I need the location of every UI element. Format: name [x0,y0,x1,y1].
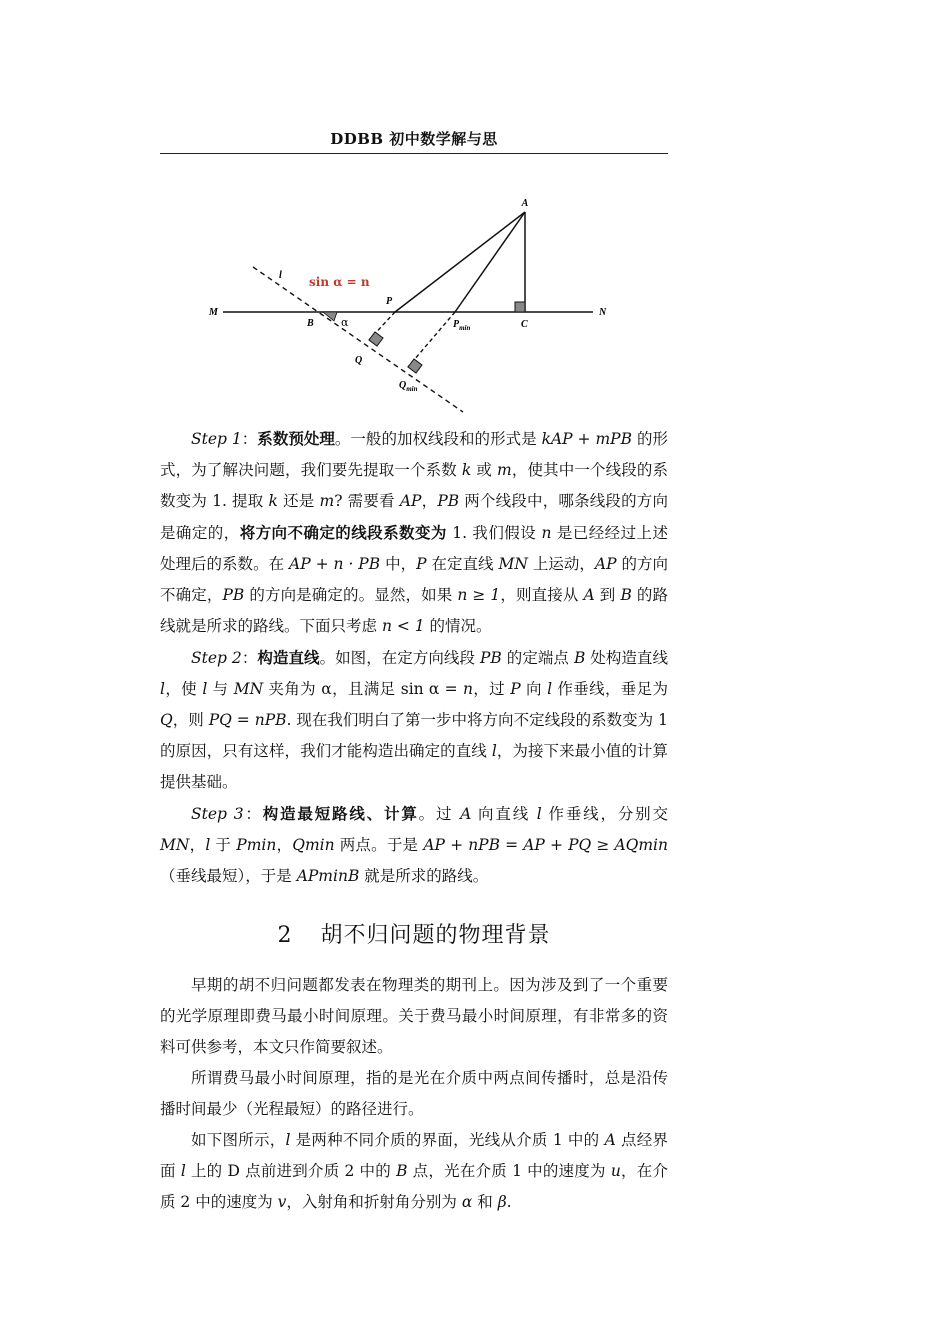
math: v [277,1193,287,1211]
section-heading [160,918,668,949]
segment-apmin [455,212,525,312]
label-pmin-main: P [453,319,460,330]
text-run: 的情况。 [424,617,492,635]
text-run: 与 [207,680,234,698]
text-run: 的路线就是所求的路线。下面只考虑 [160,586,668,635]
math: Pmin [236,836,277,854]
label-pmin [453,319,470,332]
text-run: ，在介质 2 中的速度为 [160,1162,668,1211]
text-run: ，则直接从 [500,586,584,604]
text-run: 两点。于是 [334,836,424,854]
math: l [202,680,208,698]
label-q: Q [355,355,363,366]
text-run: 上运动， [527,555,595,573]
math: B [573,649,586,667]
math: B [396,1162,408,1180]
text-run: 在定直线 [426,555,499,573]
math: P [510,680,521,698]
geometry-figure [195,192,695,420]
text-run: 如下图所示， [191,1131,286,1149]
math: A [460,805,472,823]
math: PB [222,586,245,604]
text-run: 中， [380,555,417,573]
math: n < 1 [381,617,425,635]
step2-title: 构造直线 [257,648,320,667]
text-run: ， [276,836,293,854]
math: Qmin [292,836,335,854]
label-formula: sin α = n [309,275,370,289]
math: m [319,492,335,510]
text-run: 处构造直线 [585,649,668,667]
text-run: 作垂线，垂足为 [552,680,668,698]
math: l [547,680,553,698]
emphasis: 将方向不确定的线段系数变为 [239,523,447,542]
math: l [491,742,497,760]
math: PQ = nPB [208,711,287,729]
math: l [285,1131,291,1149]
math: MN [160,836,190,854]
body-paragraph-3 [160,1125,668,1218]
math: A [583,586,595,604]
step3-label: Step 3 [191,805,244,823]
math: PB [437,492,460,510]
math: m [497,461,512,479]
text-run: 点，光在介质 1 中的速度为 [407,1162,611,1180]
text-run: （垂线最短），于是 [160,867,297,885]
label-qmin-main: Q [399,380,407,391]
text-run: 和 [472,1193,498,1211]
label-n: N [599,307,607,318]
body-paragraph-1: 早期的胡不归问题都发表在物理类的期刊上。因为涉及到了一个重要的光学原理即费马最小时间原理。关于费马最小时间原理，有非常多的资料可供参考，本文只作简要叙述。 [160,976,668,1056]
text-run: 到 [594,586,621,604]
math: AP + nPB = AP + PQ ≥ AQmin [423,836,669,854]
math: k [268,492,278,510]
text-run: 向 [520,680,548,698]
math: P [416,555,427,573]
text-run: 的形式，为了解决问题，我们要先提取一个系数 [160,430,668,479]
right-angle-qmin [408,359,422,373]
label-qmin [399,380,418,393]
right-angle-q [369,332,383,346]
text-run: ? 需要看 [334,492,400,510]
text-run: . 现在我们明白了第一步中将方向不定线段的系数变为 1 的原因，只有这样，我们才能构造出确定的直线 [160,711,668,760]
text-run: 夹角为 α，且满足 sin α = [263,680,463,698]
segment-pminqmin [408,312,455,367]
math: AP + n · PB [289,555,381,573]
text-run: ，则 [172,711,209,729]
math: AP [399,492,422,510]
text-run: ， [189,836,206,854]
text-run: 还是 [277,492,320,510]
text-run: 作垂线，分别交 [541,805,668,823]
math: α [461,1193,473,1211]
body-paragraph-2: 所谓费马最小时间原理，指的是光在介质中两点间传播时，总是沿传播时间最少（光程最短）的路径进行。 [160,1069,668,1118]
math: β [497,1193,507,1211]
math: AP [594,555,617,573]
step2-paragraph: Step 2：构造直线。如图，在定方向线段 PB 的定端点 B 处构造直线 l，使 l 与 MN 夹角为 α，且满足 sin α = n，过 P 向 l 作垂线，垂足为 Q，则 PQ = nPB. 现在我们明白了第一步中将方向不定线段的系数变为 1 的原因，只有这样，我们才能构造出确定的直线 l，为接下来最小值的计算提供基础。 [160,648,668,791]
text-run: 或 [471,461,498,479]
text-run: 。如图，在定方向线段 [319,649,480,667]
section-number: 2 [277,923,293,948]
math: MN [233,680,264,698]
math: MN [498,555,528,573]
math: B [620,586,632,604]
math: l [180,1162,186,1180]
text-run: 。过 [418,805,461,823]
label-a: A [521,198,529,209]
text-run: ，过 [472,680,511,698]
step3-title: 构造最短路线、计算 [262,804,419,823]
section-title: 胡不归问题的物理背景 [320,923,551,948]
math: n ≥ 1 [457,586,501,604]
label-alpha: α [341,316,349,329]
text-run: 向直线 [471,805,537,823]
math: Q [160,711,173,729]
header-rule [160,153,668,154]
math: k [461,461,472,479]
label-c: C [521,319,528,330]
math: APminB [296,867,360,885]
label-b: B [307,318,314,329]
label-l: l [279,270,282,281]
text-run: 于 [210,836,237,854]
text-run: 上的 D 点前进到介质 2 中的 [185,1162,397,1180]
text-run: 1. 我们假设 [446,524,542,542]
label-qmin-sub: min [406,385,418,393]
text-run: ，使 [164,680,203,698]
text-run: ，入射角和折射角分别为 [286,1193,462,1211]
segment-ap [395,212,525,312]
section-body [160,970,668,1218]
text-run: 的定端点 [501,649,574,667]
text-run: 两个线段中，哪条线段的方向是确定的， [160,492,668,542]
math: A [604,1131,616,1149]
math: n [541,524,552,542]
text-run: 。一般的加权线段和的形式是 [334,430,542,448]
text-run: 就是所求的路线。 [359,867,489,885]
step2-label: Step 2 [191,649,242,667]
step1-label: Step 1 [191,430,242,448]
text-run: 是已经经过上述处理后的系数。在 [160,524,668,573]
math: u [610,1162,621,1180]
math: n [462,680,473,698]
text-run: ， [421,492,438,510]
math: l [536,805,542,823]
label-pmin-sub: min [459,324,471,332]
text-run: 点经界面 [160,1131,668,1180]
step1-title: 系数预处理 [257,429,335,448]
math: PB [479,649,502,667]
text-run: 的方向不确定， [160,555,668,604]
right-angle-c [515,302,525,312]
step3-paragraph: Step 3：构造最短路线、计算。过 A 向直线 l 作垂线，分别交 MN，l 于 Pmin，Qmin 两点。于是 AP + nPB = AP + PQ ≥ AQmin（垂线最短），于是 APminB 就是所求的路线。 [160,804,669,885]
text-run: 是两种不同介质的界面，光线从介质 1 中的 [290,1131,605,1149]
label-m: M [209,307,218,318]
steps-text [160,423,668,892]
math: kAP + mPB [541,430,633,448]
text-run: ，使其中一个线段的系数变为 1. 提取 [160,461,668,510]
text-run: 的方向是确定的。显然，如果 [244,586,458,604]
text-run: ，为接下来最小值的计算提供基础。 [160,742,668,791]
running-header: DDBB 初中数学解与思 [330,130,498,148]
text-run: . [506,1193,512,1211]
math: l [160,680,165,698]
label-p: P [386,296,393,307]
math: l [205,836,211,854]
step1-paragraph: Step 1：系数预处理。一般的加权线段和的形式是 kAP + mPB 的形式，为了解决问题，我们要先提取一个系数 k 或 m，使其中一个线段的系数变为 1. 提取 k 还是 m? 需要看 AP，PB 两个线段中，哪条线段的方向是确定的，将方向不确定的线段系数变为 1. 我们假设 n 是已经经过上述处理后的系数。在 AP + n · PB 中，P 在定直线 MN 上运动，AP 的方向不确定，PB 的方向是确定的。显然，如果 n ≥ 1，则直接从 A 到 B 的路线就是所求的路线。下面只考虑 n < 1 的情况。 [160,429,668,635]
